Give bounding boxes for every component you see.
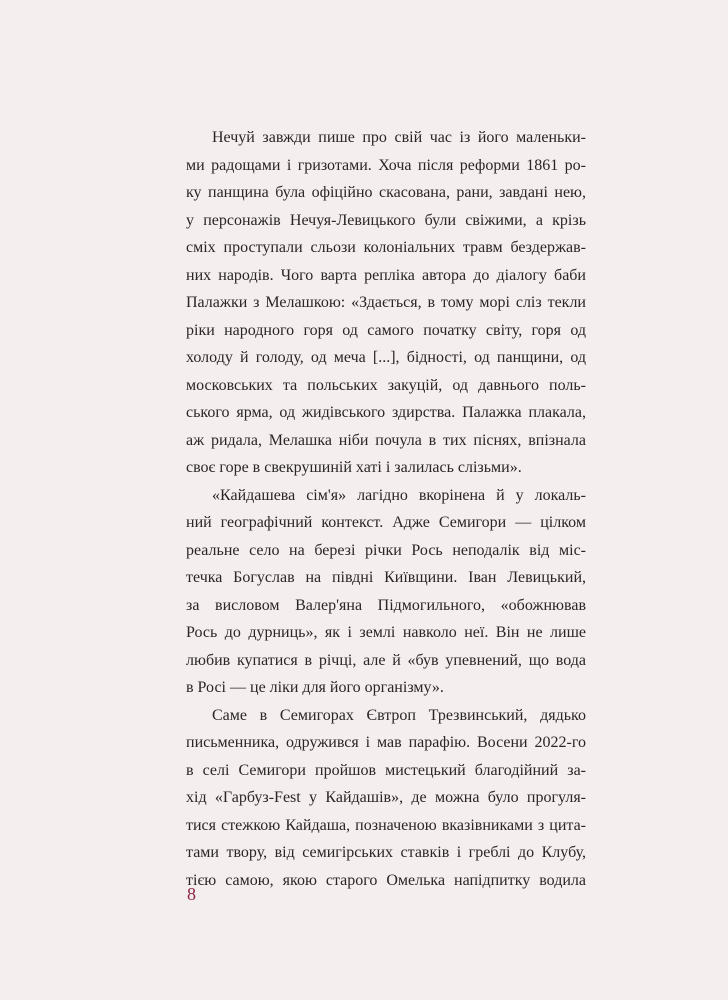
paragraph-1 xyxy=(186,124,586,482)
text-line: ку панщина була офіційно скасована, рани, завдані нею, xyxy=(186,184,586,201)
text-line: любив купатися в річці, але й «був упевнений, що вода xyxy=(186,651,586,669)
text-line: ний географічний контекст. Адже Семигори — цілком xyxy=(186,514,586,531)
text-line: Нечуй завжди пише про свій час із його маленьки- xyxy=(212,129,586,146)
text-line: за висловом Валер'яна Підмогильного, «обожнював xyxy=(186,596,586,614)
text-line: тами твору, від семигірських ставків і греблі до Клубу, xyxy=(186,844,586,861)
body-text xyxy=(186,124,586,894)
text-line: в селі Семигори пройшов мистецький благодійний за- xyxy=(186,761,586,779)
paragraph-2 xyxy=(186,482,586,702)
page-number: 8 xyxy=(187,884,196,904)
text-line: Рось до дурниць», як і землі навколо неї. Він не лише xyxy=(186,624,586,641)
text-line: ми радощами і гризотами. Хоча після реформи 1861 ро- xyxy=(186,156,586,174)
text-line: них народів. Чого варта репліка автора до діалогу баби xyxy=(186,266,586,284)
text-line: ріки народного горя од самого початку світу, горя од xyxy=(186,321,586,339)
text-line: у персонажів Нечуя-Левицького були свіжими, а крізь xyxy=(186,211,586,229)
text-line: «Кайдашева сім'я» лагідно вкорінена й у локаль- xyxy=(212,486,586,504)
text-line: реальне село на березі річки Рось неподалік від міс- xyxy=(186,541,586,559)
text-line: холоду й голоду, од меча [...], бідності, од панщини, од xyxy=(186,349,586,366)
text-line: тією самою, якою старого Омелька напідпитку водила xyxy=(186,871,586,889)
text-line: в Росі — це ліки для його організму». xyxy=(186,679,444,696)
text-line: сміх проступали сльози колоніальних травм бездержав- xyxy=(186,239,586,256)
text-line: аж ридала, Мелашка ніби почула в тих піснях, впізнала xyxy=(186,431,586,449)
paragraph-3 xyxy=(186,702,586,895)
text-line: хід «Гарбуз-Fest у Кайдашів», де можна було прогуля- xyxy=(186,789,586,806)
text-line: Палажки з Мелашкою: «Здається, в тому морі сліз текли xyxy=(186,294,586,311)
text-line: тися стежкою Кайдаша, позначеною вказівниками з цита- xyxy=(186,816,586,834)
text-line: своє горе в свекрушиній хаті і залилась слізьми». xyxy=(186,459,522,476)
text-line: ського ярма, од жидівського здирства. Палажка плакала, xyxy=(186,404,586,421)
text-line: течка Богуслав на півдні Київщини. Іван Левицький, xyxy=(186,569,586,586)
text-line: письменника, одружився і мав парафію. Восени 2022-го xyxy=(186,734,586,751)
text-line: Саме в Семигорах Євтроп Трезвинський, дядько xyxy=(212,706,586,724)
text-line: московських та польських закуцій, од давнього поль- xyxy=(186,376,586,394)
